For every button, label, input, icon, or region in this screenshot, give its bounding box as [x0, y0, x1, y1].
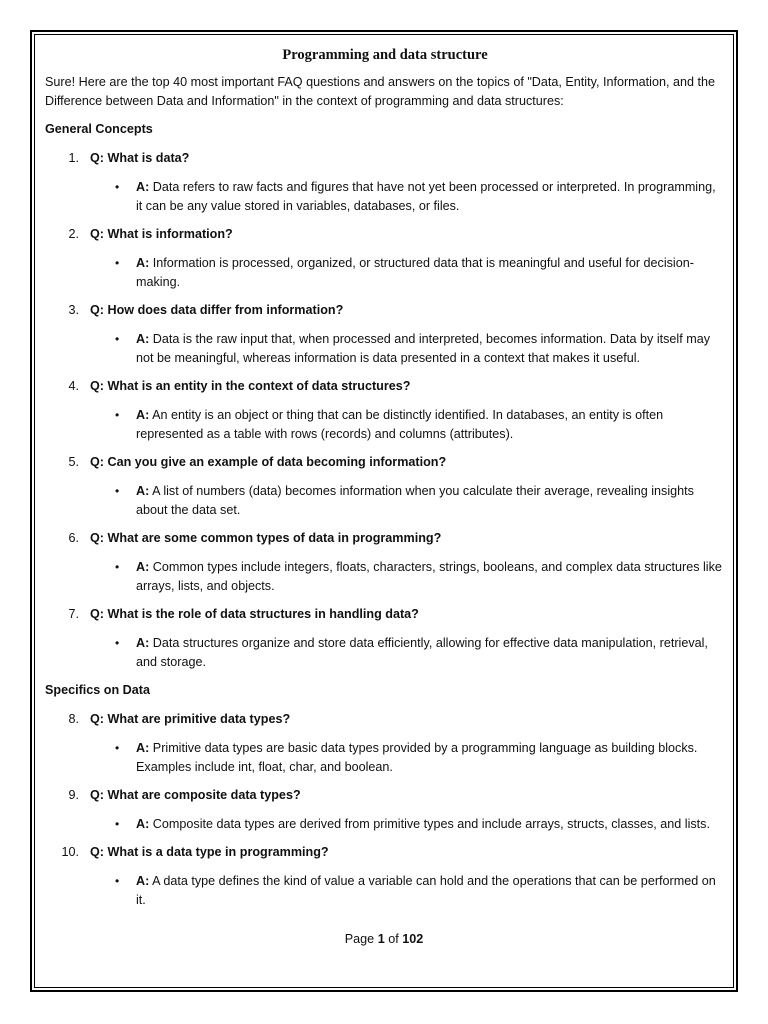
answer-label: A:	[136, 180, 150, 194]
question-number: 1.	[68, 151, 79, 165]
faq-question	[45, 786, 725, 805]
question-number: 6.	[68, 531, 79, 545]
faq-question	[45, 710, 725, 729]
answer-text: A data type defines the kind of value a variable can hold and the operations that can be performed on it.	[136, 874, 716, 907]
document-title: Programming and data structure	[282, 47, 488, 63]
answer-text: Information is processed, organized, or structured data that is meaningful and useful for decision-making.	[136, 256, 694, 289]
faq-question	[45, 453, 725, 472]
page-footer	[0, 932, 768, 946]
question-text: Q: What is information?	[90, 227, 233, 241]
question-number: 5.	[68, 455, 79, 469]
faq-question	[45, 225, 725, 244]
faq-question	[45, 377, 725, 396]
answer-text: Data refers to raw facts and figures that have not yet been processed or interpreted. In programming, it can be any value stored in variables, databases, or files.	[136, 180, 716, 213]
question-text: Q: What are primitive data types?	[90, 712, 291, 726]
question-number: 3.	[68, 303, 79, 317]
intro-paragraph: Sure! Here are the top 40 most important FAQ questions and answers on the topics of "Data, Entity, Information, and the Difference between Data and Information" in the context of programming and data structures:	[45, 75, 715, 108]
bullet-icon: •	[115, 408, 120, 422]
bullet-icon: •	[115, 741, 120, 755]
faq-answer	[45, 482, 725, 520]
answer-label: A:	[136, 560, 150, 574]
faq-answer	[45, 178, 725, 216]
question-text: Q: How does data differ from information?	[90, 303, 344, 317]
footer-of: of	[384, 932, 403, 946]
answer-text: An entity is an object or thing that can be distinctly identified. In databases, an entity is often represented as a table with rows (records) and columns (attributes).	[136, 408, 664, 441]
document-body	[45, 44, 725, 919]
answer-text: Data structures organize and store data efficiently, allowing for effective data manipulation, retrieval, and storage.	[136, 636, 708, 669]
question-number: 8.	[68, 712, 79, 726]
bullet-icon: •	[115, 332, 120, 346]
question-text: Q: What is an entity in the context of data structures?	[90, 379, 411, 393]
answer-label: A:	[136, 817, 150, 831]
faq-answer	[45, 406, 725, 444]
faq-question	[45, 843, 725, 862]
question-text: Q: What are composite data types?	[90, 788, 301, 802]
question-text: Q: Can you give an example of data becoming information?	[90, 455, 447, 469]
answer-text: Common types include integers, floats, characters, strings, booleans, and complex data structures like arrays, lists, and objects.	[136, 560, 722, 593]
total-page-count: 102	[402, 932, 424, 946]
faq-question	[45, 605, 725, 624]
faq-sections	[45, 120, 725, 910]
faq-answer	[45, 254, 725, 292]
question-number: 10.	[61, 845, 79, 859]
answer-text: A list of numbers (data) becomes information when you calculate their average, revealing insights about the data set.	[136, 484, 694, 517]
faq-answer	[45, 558, 725, 596]
question-number: 9.	[68, 788, 79, 802]
question-text: Q: What is the role of data structures in handling data?	[90, 607, 419, 621]
current-page-number: 1	[377, 932, 385, 946]
question-number: 2.	[68, 227, 79, 241]
bullet-icon: •	[115, 636, 120, 650]
answer-label: A:	[136, 332, 150, 346]
question-number: 7.	[68, 607, 79, 621]
bullet-icon: •	[115, 484, 120, 498]
question-text: Q: What is data?	[90, 151, 190, 165]
faq-question	[45, 529, 725, 548]
answer-text: Data is the raw input that, when processed and interpreted, becomes information. Data by itself may not be meaningful, whereas information is data presented in a context that makes it useful.	[136, 332, 711, 365]
question-text: Q: What are some common types of data in programming?	[90, 531, 442, 545]
faq-answer	[45, 872, 725, 910]
footer-prefix: Page	[344, 932, 378, 946]
answer-label: A:	[136, 256, 150, 270]
bullet-icon: •	[115, 817, 120, 831]
answer-label: A:	[136, 874, 150, 888]
faq-question	[45, 149, 725, 168]
question-number: 4.	[68, 379, 79, 393]
answer-label: A:	[136, 408, 150, 422]
faq-answer	[45, 739, 725, 777]
bullet-icon: •	[115, 256, 120, 270]
answer-text: Primitive data types are basic data types provided by a programming language as building blocks. Examples include int, float, char, and boolean.	[136, 741, 698, 774]
answer-label: A:	[136, 636, 150, 650]
answer-label: A:	[136, 741, 150, 755]
answer-label: A:	[136, 484, 150, 498]
faq-answer	[45, 330, 725, 368]
bullet-icon: •	[115, 180, 120, 194]
faq-answer	[45, 634, 725, 672]
bullet-icon: •	[115, 874, 120, 888]
question-text: Q: What is a data type in programming?	[90, 845, 329, 859]
answer-text: Composite data types are derived from primitive types and include arrays, structs, classes, and lists.	[152, 817, 710, 831]
faq-answer	[45, 815, 725, 834]
section-heading: Specifics on Data	[45, 683, 150, 697]
bullet-icon: •	[115, 560, 120, 574]
section-heading: General Concepts	[45, 122, 153, 136]
faq-question	[45, 301, 725, 320]
